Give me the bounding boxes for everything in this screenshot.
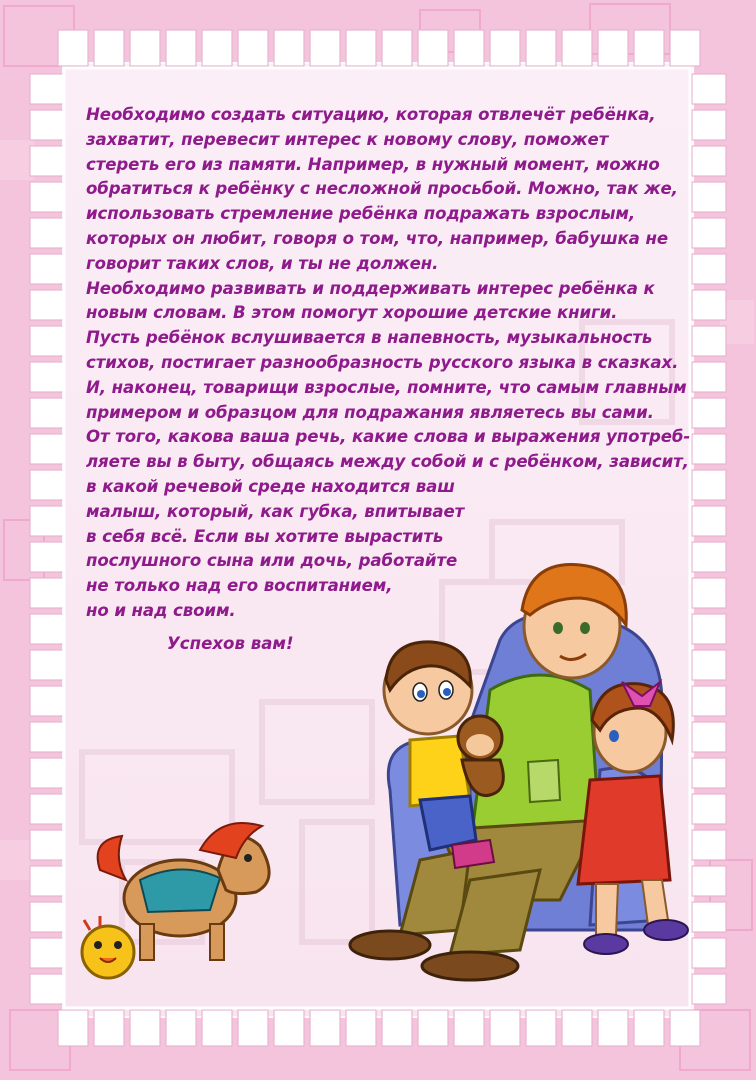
text-line: в какой речевой среде находится ваш bbox=[86, 476, 455, 496]
text-line: захватит, перевесит интерес к новому слову, поможет bbox=[86, 129, 609, 149]
text-line: И, наконец, товарищи взрослые, помните, что самым главным bbox=[86, 377, 687, 397]
text-line: стихов, постигает разнообразность русского языка в сказках. bbox=[86, 352, 679, 372]
text-line: использовать стремление ребёнка подражать взрослым, bbox=[86, 204, 636, 224]
text-line: Необходимо развивать и поддерживать интерес ребёнка к bbox=[86, 278, 655, 298]
text-line: примером и образцом для подражания являетесь вы сами. bbox=[86, 402, 654, 422]
article-text bbox=[86, 103, 696, 624]
text-line: стереть его из памяти. Например, в нужный момент, можно bbox=[86, 154, 660, 174]
text-line: послушного сына или дочь, работайте bbox=[86, 551, 458, 571]
text-line: которых он любит, говоря о том, что, например, бабушка не bbox=[86, 228, 668, 248]
text-line: ляете вы в быту, общаясь между собой и с ребёнком, зависит, bbox=[86, 452, 689, 472]
text-line: новым словам. В этом помогут хорошие детские книги. bbox=[86, 303, 618, 323]
closing-wish: Успехов вам! bbox=[167, 634, 294, 653]
text-line: обратиться к ребёнку с несложной просьбой. Можно, так же, bbox=[86, 179, 678, 199]
text-line: не только над его воспитанием, bbox=[86, 576, 393, 596]
text-line: От того, какова ваша речь, какие слова и выражения употреб- bbox=[86, 427, 691, 447]
text-line: но и над своим. bbox=[86, 600, 236, 620]
text-line: говорит таких слов, и ты не должен. bbox=[86, 253, 439, 273]
text-line: в себя всё. Если вы хотите вырастить bbox=[86, 526, 444, 546]
text-line: Необходимо создать ситуацию, которая отвлечёт ребёнка, bbox=[86, 105, 656, 124]
text-line: Пусть ребёнок вслушивается в напевность, музыкальность bbox=[86, 328, 653, 348]
text-line: малыш, который, как губка, впитывает bbox=[86, 501, 465, 521]
